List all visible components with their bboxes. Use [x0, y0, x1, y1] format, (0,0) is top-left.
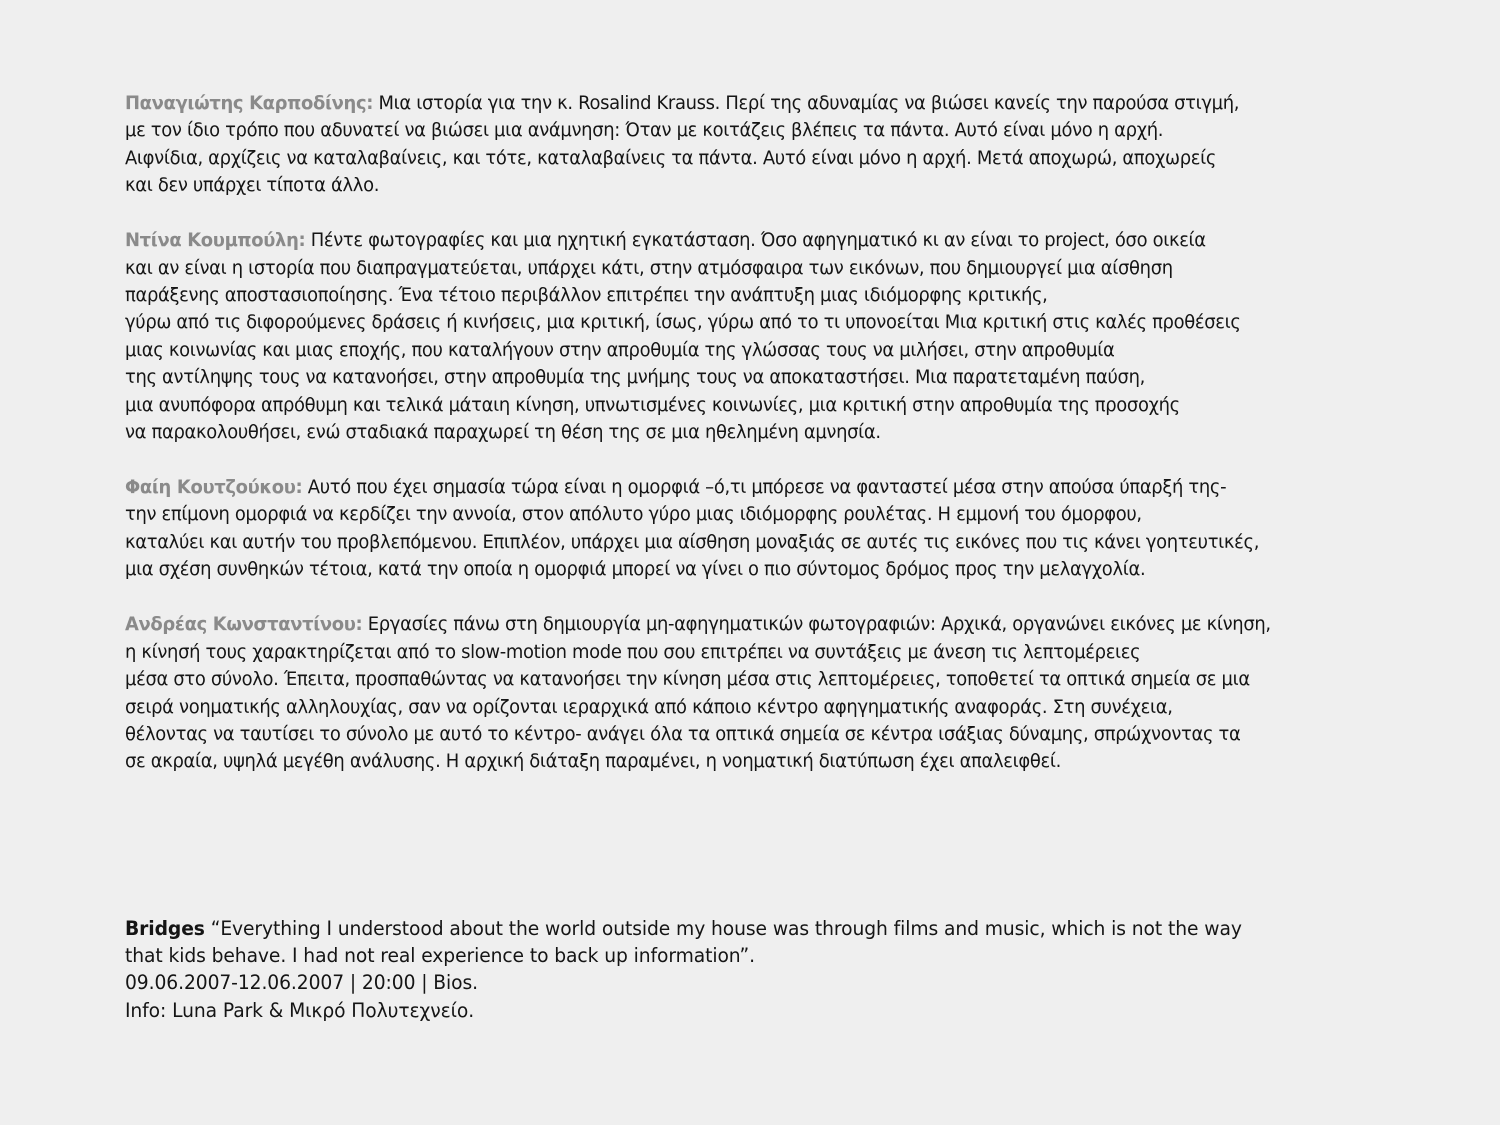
statement-text: Εργασίες πάνω στη δημιουργία μη-αφηγηματικών φωτογραφιών: Αρχικά, οργανώνει εικόνες με κίνηση,: [367, 614, 1271, 636]
statement-line: παράξενης αποστασιοποίησης. Ένα τέτοιο περιβάλλον επιτρέπει την ανάπτυξη μιας ιδιόμορφης κριτικής,: [125, 285, 1048, 307]
statement-line: και δεν υπάρχει τίποτα άλλο.: [125, 175, 380, 197]
quote-line: [125, 915, 1405, 942]
statement-line: η κίνησή τους χαρακτηρίζεται από το slow-motion mode που σου επιτρέπει να συντάξεις με άνεση τις λεπτομέρειες: [125, 641, 1141, 663]
statement-line: [125, 90, 1418, 117]
statement-line: μέσα στο σύνολο. Έπειτα, προσπαθώντας να κατανοήσει την κίνηση μέσα στις λεπτομέρειες, τοποθετεί τα οπτικά σημεία σε μια: [125, 669, 1250, 691]
statement-line: Αιφνίδια, αρχίζεις να καταλαβαίνεις, και τότε, καταλαβαίνεις τα πάντα. Αυτό είναι μόνο η αρχή. Μετά αποχωρώ, αποχωρείς: [125, 147, 1217, 169]
exhibition-dates: 09.06.2007-12.06.2007 | 20:00 | Bios.: [125, 971, 479, 995]
artist-statements: [125, 90, 1418, 803]
statement-line: και αν είναι η ιστορία που διαπραγματεύεται, υπάρχει κάτι, στην ατμόσφαιρα των εικόνων, που δημιουργεί μια αίσθηση: [125, 257, 1173, 279]
statement-line: σε ακραία, υψηλά μεγέθη ανάλυσης. Η αρχική διάταξη παραμένει, η νοηματική διατύπωση έχει απαλειφθεί.: [125, 751, 1061, 773]
artist-entry-konstantinou: [125, 611, 1418, 775]
statement-line: καταλύει και αυτήν του προβλεπόμενου. Επιπλέον, υπάρχει μια αίσθηση μοναξιάς σε αυτές τις εικόνες που τις κάνει γοητευτικές,: [125, 531, 1260, 553]
statement-line: με τον ίδιο τρόπο που αδυνατεί να βιώσει μια ανάμνηση: Όταν με κοιτάζεις βλέπεις τα πάντα. Αυτό είναι μόνο η αρχή.: [125, 120, 1164, 142]
statement-line: θέλοντας να ταυτίσει το σύνολο με αυτό το κέντρο- ανάγει όλα τα οπτικά σημεία σε κέντρα ισάξιας δύναμης, σπρώχνοντας τα: [125, 723, 1241, 745]
statement-line: της αντίληψης τους να κατανοήσει, στην απροθυμία της μνήμης τους να αποκαταστήσει. Μια παρατεταμένη παύση,: [125, 367, 1145, 389]
artist-name: Φαίη Κουτζούκου:: [125, 477, 303, 499]
statement-text: Μια ιστορία για την κ. Rosalind Krauss. Περί της αδυναμίας να βιώσει κανείς την παρούσα στιγμή,: [378, 93, 1240, 114]
statement-text: Αυτό που έχει σημασία τώρα είναι η ομορφιά –ό,τι μπόρεσε να φανταστεί μέσα στην απούσα ύπαρξή της-: [307, 477, 1227, 499]
exhibition-title: Bridges: [125, 917, 205, 940]
statement-line: μια σχέση συνθηκών τέτοια, κατά την οποία η ομορφιά μπορεί να γίνει ο πιο σύντομος δρόμος προς την μελαγχολία.: [125, 559, 1146, 581]
statement-text: Πέντε φωτογραφίες και μια ηχητική εγκατάσταση. Όσο αφηγηματικό κι αν είναι το project, όσο οικεία: [310, 230, 1206, 252]
statement-line: μια ανυπόφορα απρόθυμη και τελικά μάταιη κίνηση, υπνωτισμένες κοινωνίες, μια κριτική στην απροθυμία της προσοχής: [125, 394, 1180, 416]
statement-line: [125, 474, 1418, 501]
artist-entry-koumpouli: [125, 227, 1418, 446]
exhibition-quote: “Everything I understood about the world outside my house was through films and music, which is not the way: [204, 917, 1242, 940]
artist-name: Παναγιώτης Καρποδίνης:: [125, 93, 374, 114]
artist-entry-karpodinis: [125, 90, 1418, 200]
statement-line: σειρά νοηματικής αλληλουχίας, σαν να ορίζονται ιεραρχικά από κάποιο κέντρο αφηγηματικής αναφοράς. Στη συνέχεια,: [125, 696, 1173, 718]
statement-line: να παρακολουθήσει, ενώ σταδιακά παραχωρεί τη θέση της σε μια ηθελημένη αμνησία.: [125, 422, 881, 444]
statement-line: μιας κοινωνίας και μιας εποχής, που καταλήγουν στην απροθυμία της γλώσσας τους να μιλήσει, στην απροθυμία: [125, 339, 1115, 361]
exhibition-venue-info: Info: Luna Park & Μικρό Πολυτεχνείο.: [125, 998, 475, 1022]
quote-line: that kids behave. I had not real experience to back up information”.: [125, 944, 756, 968]
statement-line: [125, 611, 1418, 638]
statement-line: γύρω από τις διφορούμενες δράσεις ή κινήσεις, μια κριτική, ίσως, γύρω από το τι υπονοείται Μια κριτική στις καλές προθέσεις: [125, 312, 1241, 334]
artist-entry-koutzoukou: [125, 474, 1418, 584]
statement-line: την επίμονη ομορφιά να κερδίζει την αννοία, στον απόλυτο γύρο μιας ιδιόμορφης ρουλέτας. Η εμμονή του όμορφου,: [125, 504, 1142, 526]
exhibition-info: [125, 915, 1405, 1024]
artist-name: Ανδρέας Κωνσταντίνου:: [125, 614, 363, 636]
statement-line: [125, 227, 1418, 254]
artist-name: Ντίνα Κουμπούλη:: [125, 230, 306, 252]
